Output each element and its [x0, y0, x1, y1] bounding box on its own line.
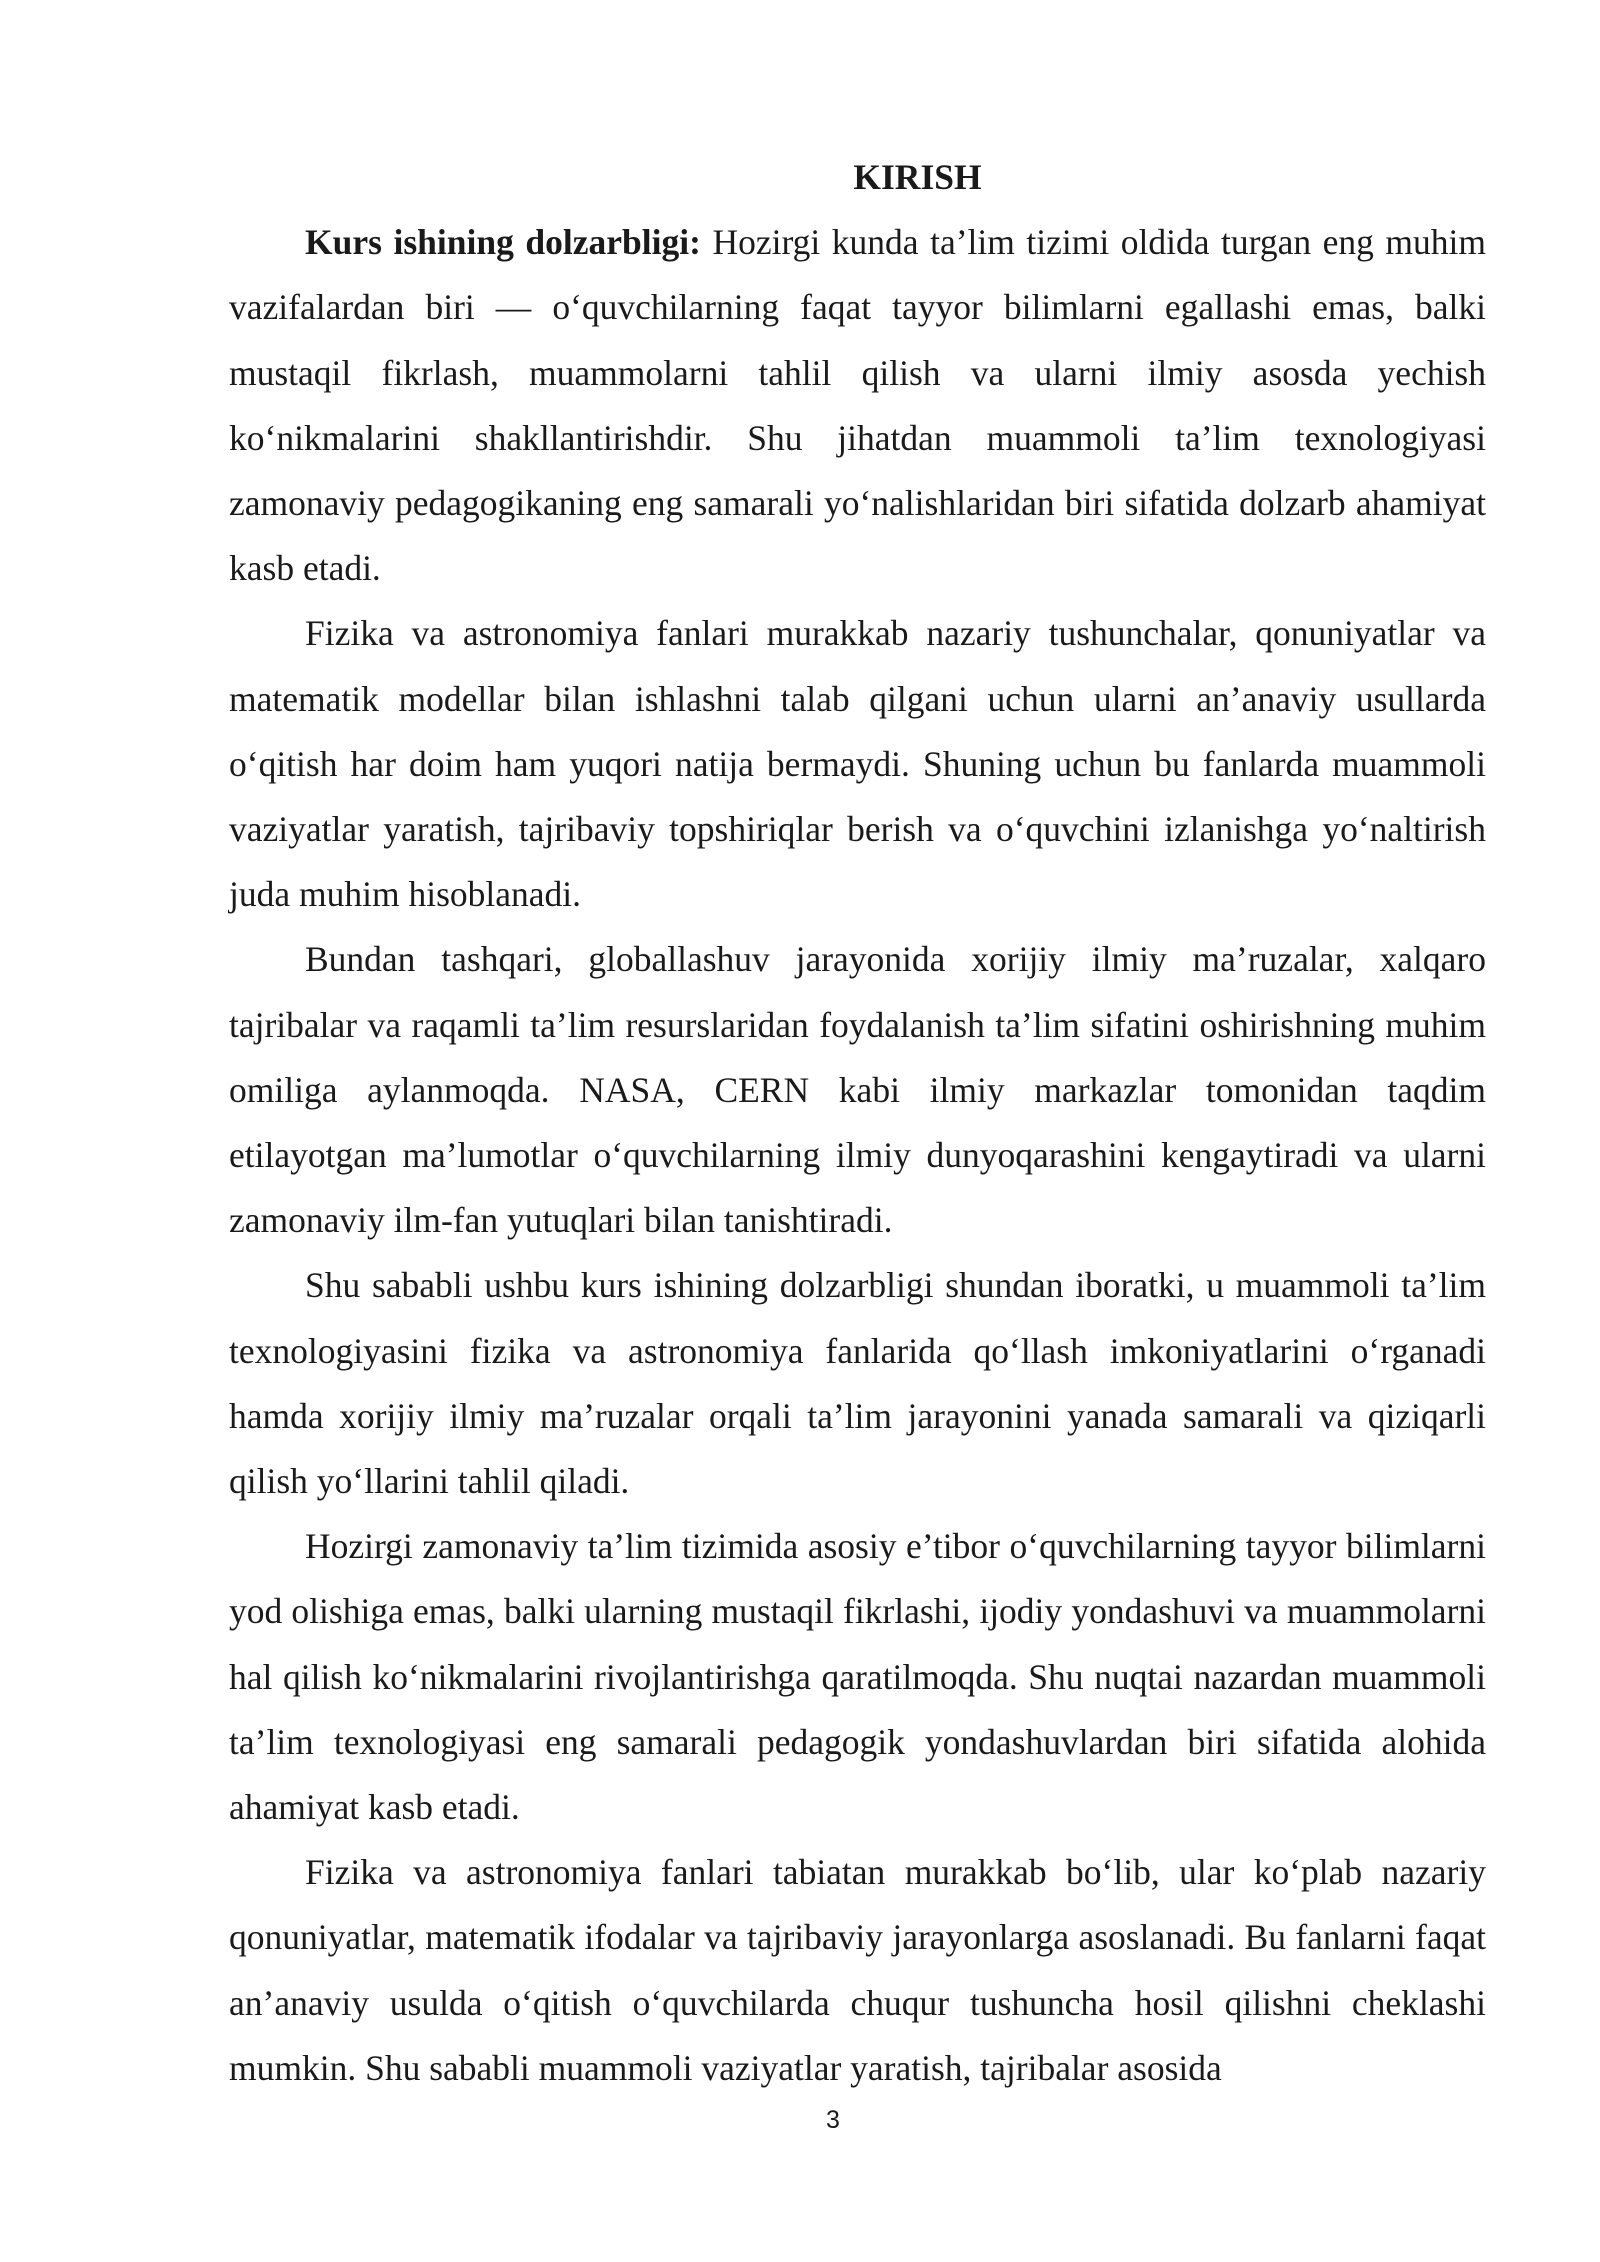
page-content [229, 145, 1486, 2101]
paragraph-physics-astronomy: Fizika va astronomiya fanlari murakkab nazariy tushunchalar, qonuniyatlar va matematik modellar bilan ishlashni talab qilgani uchun ularni an’anaviy usullarda o‘qitish har doim ham yuqori natija bermaydi. Shuning uchun bu fanlarda muammoli vaziyatlar yaratish, tajribaviy topshiriqlar berish va o‘quvchini izlanishga yo‘naltirish juda muhim hisoblanadi. [229, 613, 1486, 915]
paragraph-modern-education: Hozirgi zamonaviy ta’lim tizimida asosiy e’tibor o‘quvchilarning tayyor bilimlarni yod olishiga emas, balki ularning mustaqil fikrlashi, ijodiy yondashuvi va muammolarni hal qilish ko‘nikmalarini rivojlantirishga qaratilmoqda. Shu nuqtai nazardan muammoli ta’lim texnologiyasi eng samarali pedagogik yondashuvlardan biri sifatida alohida ahamiyat kasb etadi. [229, 1526, 1486, 1828]
paragraph-relevance [229, 210, 1486, 601]
paragraph-nature-of-subjects: Fizika va astronomiya fanlari tabiatan murakkab bo‘lib, ular ko‘plab nazariy qonuniyatlar, matematik ifodalar va tajribaviy jarayonlarga asoslanadi. Bu fanlarni faqat an’anaviy usulda o‘qitish o‘quvchilarda chuqur tushuncha hosil qilishni cheklashi mumkin. Shu sababli muammoli vaziyatlar yaratish, tajribalar asosida [229, 1852, 1486, 2088]
paragraph-course-relevance: Shu sababli ushbu kurs ishining dolzarbligi shundan iboratki, u muammoli ta’lim texnologiyasini fizika va astronomiya fanlarida qo‘llash imkoniyatlarini o‘rganadi hamda xorijiy ilmiy ma’ruzalar orqali ta’lim jarayonini yanada samarali va qiziqarli qilish yo‘llarini tahlil qiladi. [229, 1265, 1486, 1502]
section-heading: KIRISH [853, 157, 982, 197]
paragraph-lead: Kurs ishining dolzarbligi: [305, 222, 701, 263]
paragraph-globalization: Bundan tashqari, globallashuv jarayonida xorijiy ilmiy ma’ruzalar, xalqaro tajribalar va raqamli ta’lim resurslaridan foydalanish ta’lim sifatini oshirishning muhim omiliga aylanmoqda. NASA, CERN kabi ilmiy markazlar tomonidan taqdim etilayotgan ma’lumotlar o‘quvchilarning ilmiy dunyoqarashini kengaytiradi va ularni zamonaviy ilm-fan yutuqlari bilan tanishtiradi. [229, 939, 1486, 1241]
paragraph-text: Hozirgi kunda ta’lim tizimi oldida turgan eng muhim vazifalardan biri — o‘quvchilarning faqat tayyor bilimlarni egallashi emas, balki mustaqil fikrlash, muammolarni tahlil qilish va ularni ilmiy asosda yechish ko‘nikmalarini shakllantirishdir. Shu jihatdan muammoli ta’lim texnologiyasi zamonaviy pedagogikaning eng samarali yo‘nalishlaridan biri sifatida dolzarb ahamiyat kasb etadi. [229, 222, 1486, 589]
page-number: 3 [826, 2106, 840, 2134]
